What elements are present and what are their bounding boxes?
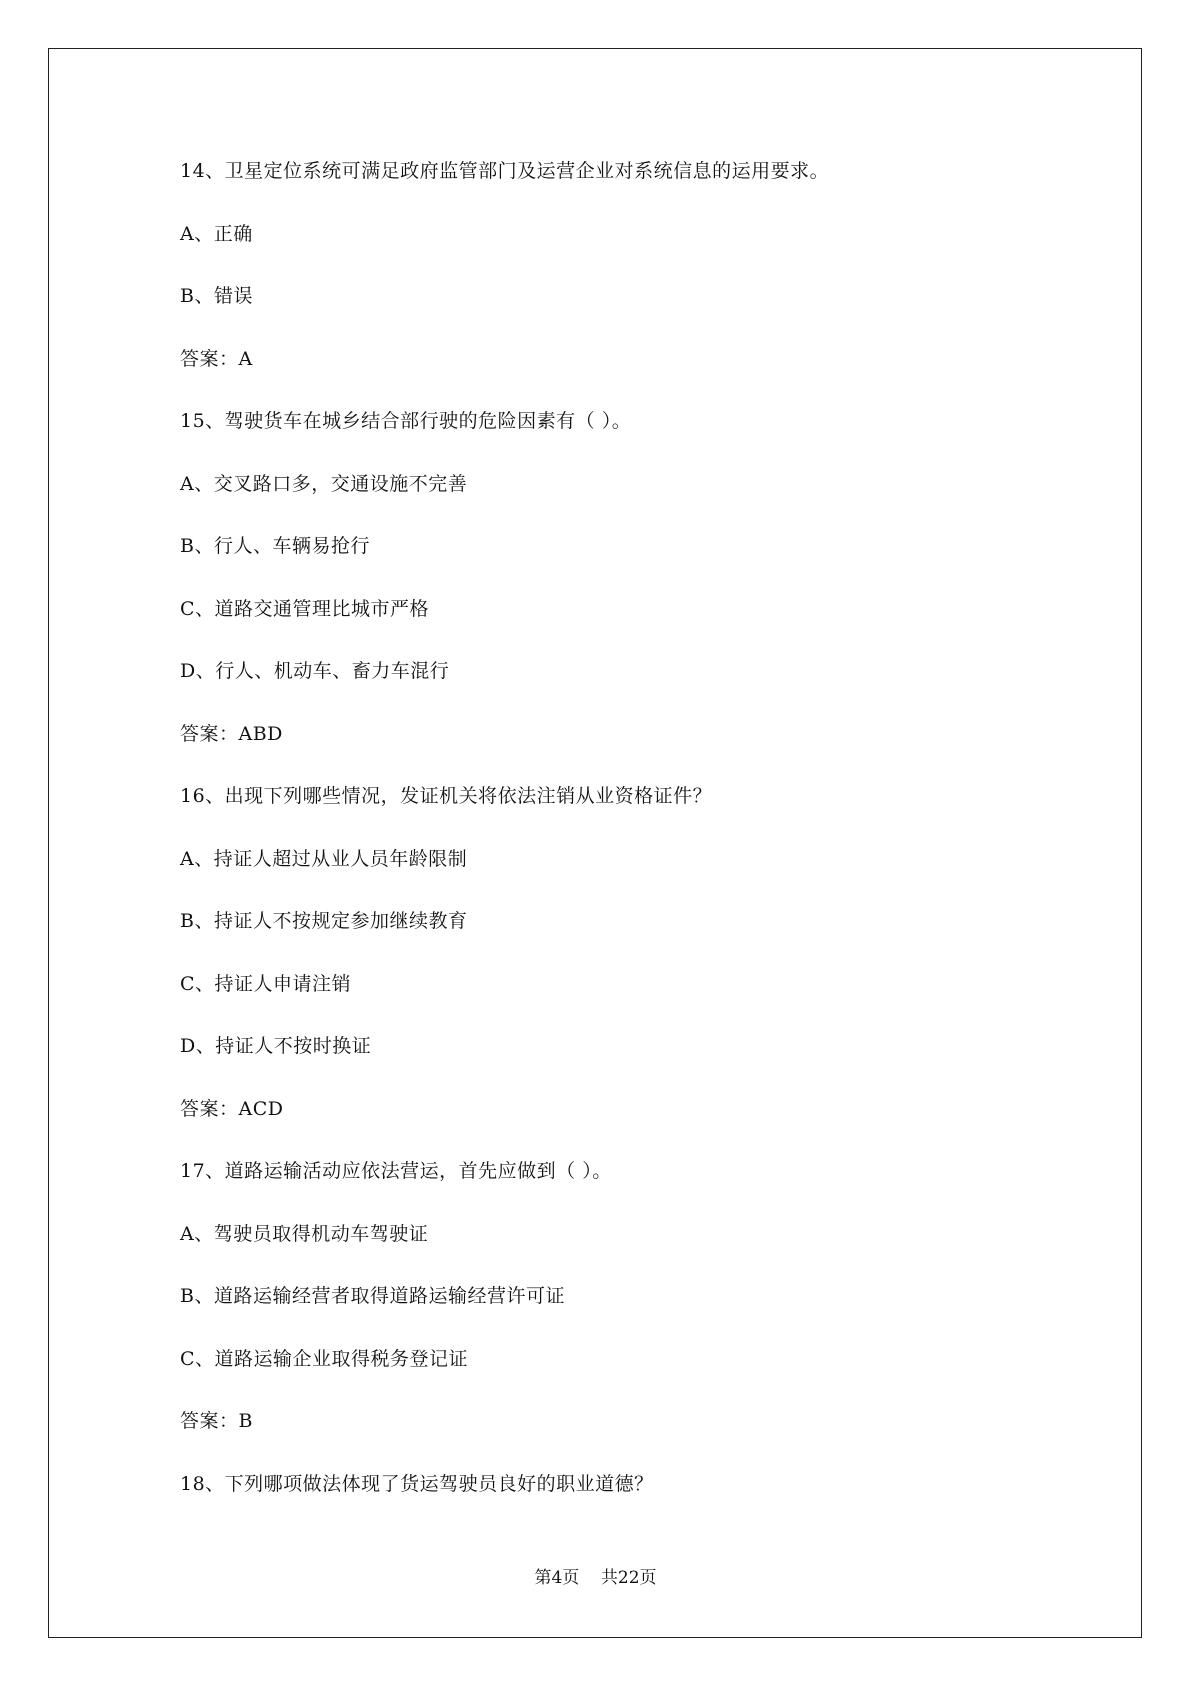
answer-14: 答案：A bbox=[180, 347, 253, 370]
option-d: D、持证人不按时换证 bbox=[180, 1035, 372, 1057]
question-18: 18、下列哪项做法体现了货运驾驶员良好的职业道德？ bbox=[180, 1472, 654, 1495]
option-c: C、持证人申请注销 bbox=[180, 972, 352, 995]
option-b: B、持证人不按规定参加继续教育 bbox=[180, 910, 468, 932]
question-16: 16、出现下列哪些情况，发证机关将依法注销从业资格证件？ bbox=[180, 785, 713, 807]
option-d: D、行人、机动车、畜力车混行 bbox=[180, 660, 450, 682]
page-number-footer: 第4页 共22页 bbox=[534, 1568, 657, 1588]
question-17: 17、道路运输活动应依法营运，首先应做到（ ）。 bbox=[180, 1160, 612, 1182]
option-a: A、交叉路口多，交通设施不完善 bbox=[180, 472, 468, 495]
option-a: A、持证人超过从业人员年龄限制 bbox=[180, 847, 468, 870]
option-c: C、道路交通管理比城市严格 bbox=[180, 597, 430, 620]
option-a: A、驾驶员取得机动车驾驶证 bbox=[180, 1222, 429, 1245]
document-body bbox=[180, 158, 1080, 1533]
option-b: B、错误 bbox=[180, 285, 253, 307]
option-b: B、行人、车辆易抢行 bbox=[180, 535, 370, 557]
question-14: 14、卫星定位系统可满足政府监管部门及运营企业对系统信息的运用要求。 bbox=[180, 160, 830, 182]
answer-15: 答案：ABD bbox=[180, 722, 283, 745]
answer-17: 答案：B bbox=[180, 1410, 253, 1432]
option-c: C、道路运输企业取得税务登记证 bbox=[180, 1347, 469, 1370]
option-a: A、正确 bbox=[180, 222, 253, 245]
answer-16: 答案：ACD bbox=[180, 1097, 284, 1120]
option-b: B、道路运输经营者取得道路运输经营许可证 bbox=[180, 1285, 565, 1307]
question-15: 15、驾驶货车在城乡结合部行驶的危险因素有（ ）。 bbox=[180, 410, 632, 432]
